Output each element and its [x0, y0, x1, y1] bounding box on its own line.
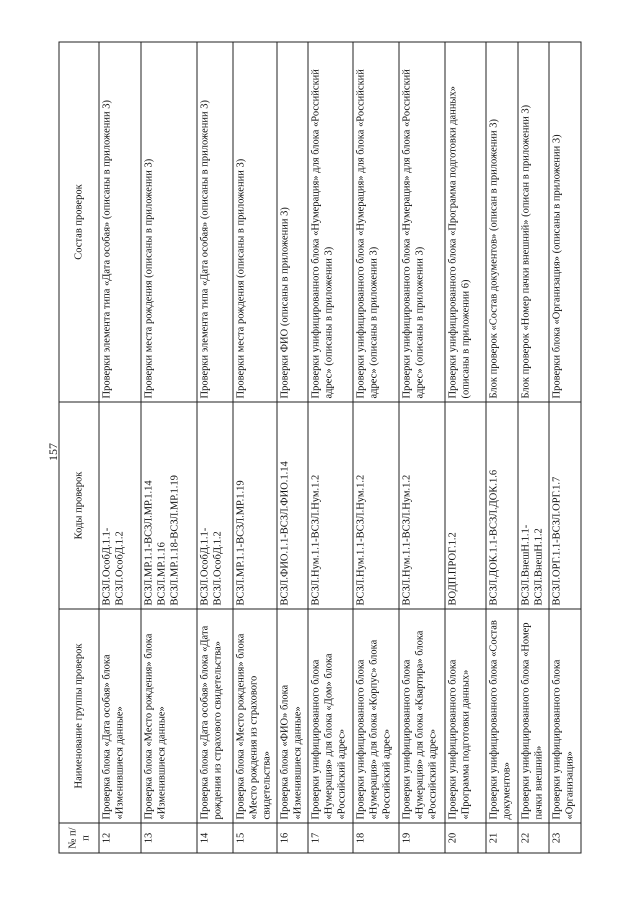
- code-line: ВСЗЛ.МР.1.1-ВСЗЛ.МР.1.14: [143, 480, 155, 606]
- row-name: Проверка блока «Место рождения» блока «Место рождения из страхового свидетельства»: [233, 609, 277, 823]
- row-name: Проверка блока «ФИО» блока «Изменившиеся данные»: [277, 609, 308, 823]
- row-composition: Проверки унифицированного блока «Нумерация» для блока «Российский адрес» (описаны в приложении 3): [308, 42, 354, 402]
- code-line: ВСЗЛ.ОсобД.1.2: [212, 531, 224, 606]
- row-codes: [353, 402, 399, 609]
- code-line: ВСЗЛ.ОсобД.1.1-: [199, 527, 211, 606]
- code-line: ВСЗЛ.МР.1.18-ВСЗЛ.МР.1.19: [169, 475, 181, 606]
- table-row: [399, 42, 445, 853]
- row-name: Проверки унифицированного блока «Организация»: [549, 609, 581, 823]
- row-composition: Проверки унифицированного блока «Программа подготовки данных» (описаны в приложении 6): [445, 42, 487, 402]
- code-line: ВОДП.ПРОГ.1.2: [447, 532, 459, 606]
- table-row: [518, 42, 549, 853]
- row-composition: Проверки блока «Организация» (описаны в приложении 3): [549, 42, 581, 402]
- row-name: Проверки унифицированного блока «Программа подготовки данных»: [445, 609, 487, 823]
- row-name: Проверки унифицированного блока «Состав документов»: [486, 609, 517, 823]
- row-num: 21: [486, 823, 517, 853]
- row-num: 23: [549, 823, 581, 853]
- table-row: [549, 42, 581, 853]
- row-num: 14: [197, 823, 233, 853]
- row-num: 15: [233, 823, 277, 853]
- row-composition: Проверки места рождения (описаны в приложении 3): [141, 42, 197, 402]
- table-row: [197, 42, 233, 853]
- code-line: ВСЗЛ.Нум.1.1-ВСЗЛ.Нум.1.2: [401, 474, 413, 606]
- row-codes: [445, 402, 487, 609]
- row-num: 20: [445, 823, 487, 853]
- row-name: Проверки унифицированного блока «Нумерация» для блока «Дом» блока «Российский адрес»: [308, 609, 354, 823]
- checks-table: [59, 42, 582, 854]
- code-line: ВСЗЛ.МР.1.16: [156, 542, 168, 606]
- code-line: ВСЗЛ.ВнешН.1.2: [533, 528, 545, 606]
- row-composition: Проверки унифицированного блока «Нумерация» для блока «Российский адрес» (описаны в приложении 3): [399, 42, 445, 402]
- header-composition: Состав проверок: [59, 42, 99, 402]
- row-num: 17: [308, 823, 354, 853]
- row-name: Проверки унифицированного блока «Номер пачки внешний»: [518, 609, 549, 823]
- row-codes: [486, 402, 517, 609]
- row-codes: [233, 402, 277, 609]
- row-composition: Проверки унифицированного блока «Нумерация» для блока «Российский адрес» (описаны в приложении 3): [353, 42, 399, 402]
- row-codes: [549, 402, 581, 609]
- header-codes: Коды проверок: [59, 402, 99, 609]
- page-number: 157: [46, 443, 60, 461]
- row-codes: [99, 402, 141, 609]
- code-line: ВСЗЛ.Нум.1.1-ВСЗЛ.Нум.1.2: [310, 474, 322, 606]
- row-name: Проверка блока «Дата особая» блока «Изменившиеся данные»: [99, 609, 141, 823]
- code-line: ВСЗЛ.Нум.1.1-ВСЗЛ.Нум.1.2: [355, 474, 367, 606]
- row-name: Проверки унифицированного блока «Нумерация» для блока «Корпус» блока «Российский адрес»: [353, 609, 399, 823]
- row-num: 22: [518, 823, 549, 853]
- code-line: ВСЗЛ.ВнешН.1.1-: [520, 524, 532, 606]
- code-line: ВСЗЛ.ФИО.1.1-ВСЗЛ.ФИО.1.14: [279, 461, 291, 606]
- row-num: 16: [277, 823, 308, 853]
- table-row: [353, 42, 399, 853]
- row-composition: Проверки места рождения (описаны в приложении 3): [233, 42, 277, 402]
- row-num: 13: [141, 823, 197, 853]
- row-codes: [277, 402, 308, 609]
- code-line: ВСЗЛ.ОсобД.1.2: [114, 531, 126, 606]
- code-line: ВСЗЛ.ОРГ.1.1-ВСЗЛ.ОРГ.1.7: [551, 476, 563, 606]
- row-codes: [141, 402, 197, 609]
- table-row: [99, 42, 141, 853]
- rotated-table-container: [59, 43, 582, 854]
- header-row: [59, 42, 99, 853]
- header-name: Наименование группы проверок: [59, 609, 99, 823]
- code-line: ВСЗЛ.ОсобД.1.1-: [101, 527, 113, 606]
- table-row: [486, 42, 517, 853]
- row-composition: Блок проверок «Состав документов» (описан в приложении 3): [486, 42, 517, 402]
- row-name: Проверки унифицированного блока «Нумерация» для блока «Квартира» блока «Российский адрес»: [399, 609, 445, 823]
- row-composition: Блок проверок «Номер пачки внешний» (описан в приложении 3): [518, 42, 549, 402]
- row-codes: [399, 402, 445, 609]
- row-name: Проверка блока «Место рождения» блока «Изменившиеся данные»: [141, 609, 197, 823]
- row-name: Проверка блока «Дата особая» блока «Дата рождения из страхового свидетельства»: [197, 609, 233, 823]
- row-codes: [518, 402, 549, 609]
- table-row: [308, 42, 354, 853]
- row-num: 19: [399, 823, 445, 853]
- row-composition: Проверки элемента типа «Дата особая» (описаны в приложении 3): [99, 42, 141, 402]
- row-num: 18: [353, 823, 399, 853]
- table-row: [277, 42, 308, 853]
- row-codes: [308, 402, 354, 609]
- table-row: [445, 42, 487, 853]
- row-codes: [197, 402, 233, 609]
- row-composition: Проверки ФИО (описаны в приложении 3): [277, 42, 308, 402]
- row-composition: Проверки элемента типа «Дата особая» (описаны в приложении 3): [197, 42, 233, 402]
- row-num: 12: [99, 823, 141, 853]
- code-line: ВСЗЛ.МР.1.1-ВСЗЛ.МР.1.19: [235, 480, 247, 606]
- table-row: [141, 42, 197, 853]
- table-row: [233, 42, 277, 853]
- header-num: № п/п: [59, 823, 99, 853]
- code-line: ВСЗЛ.ДОК.1.1-ВСЗЛ.ДОК.1.6: [488, 469, 500, 606]
